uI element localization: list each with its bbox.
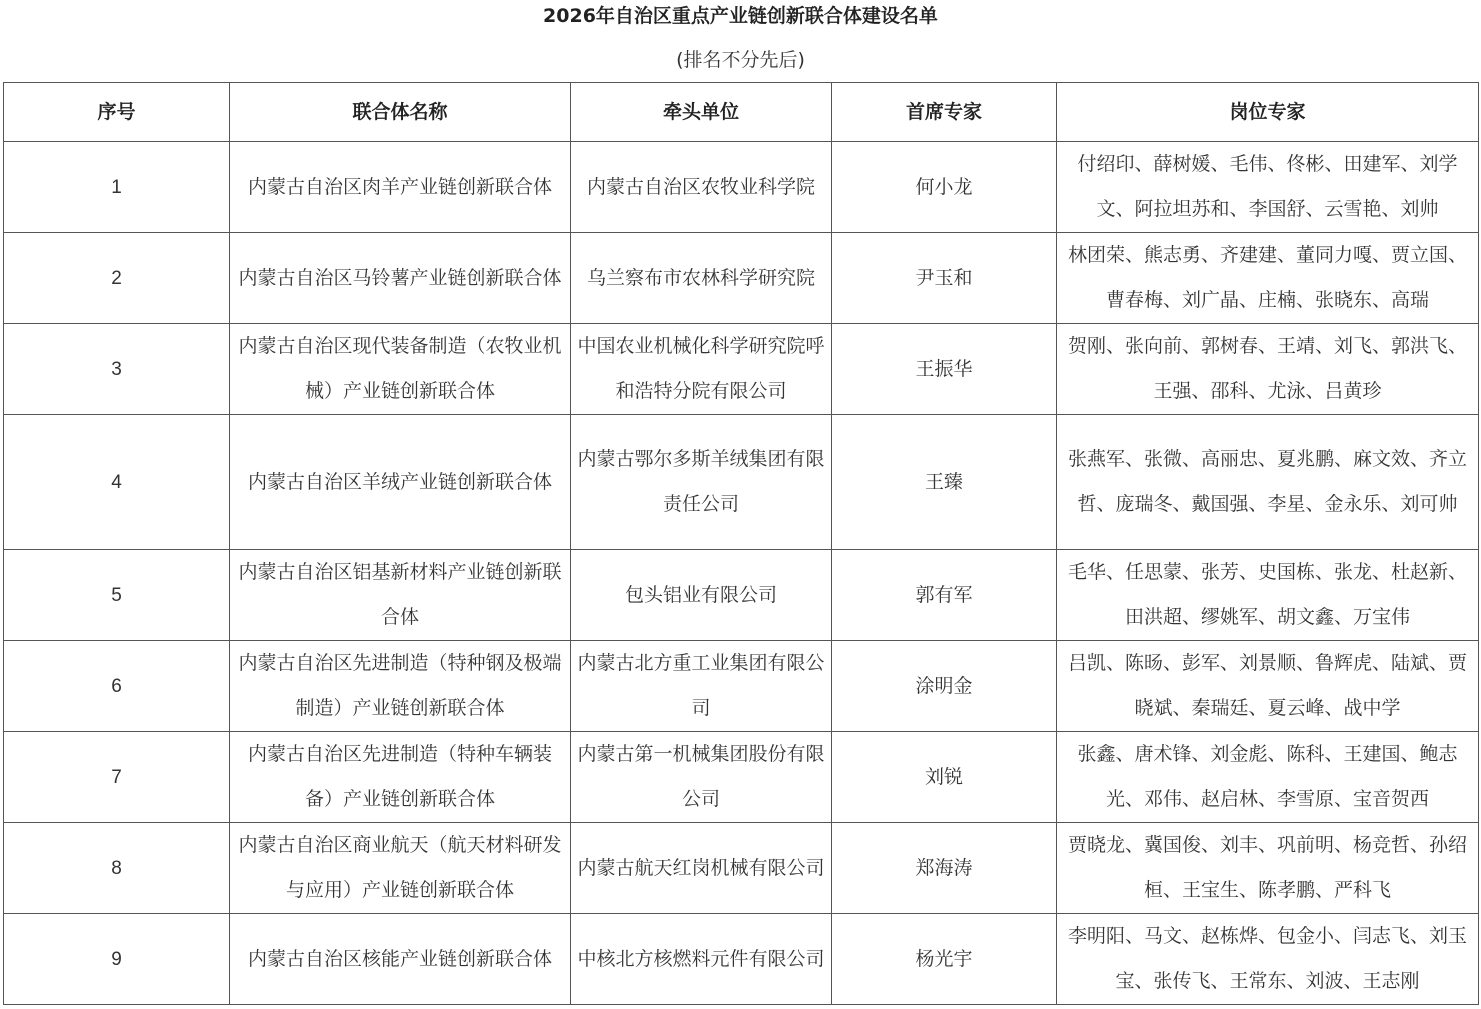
table-header-row	[4, 83, 1479, 142]
row-chief-expert: 何小龙	[832, 142, 1057, 233]
header-index: 序号	[4, 83, 230, 142]
row-chief-expert: 王臻	[832, 415, 1057, 550]
table-row	[4, 823, 1479, 914]
row-post-experts: 林团荣、熊志勇、齐建建、董同力嘎、贾立国、曹春梅、刘广晶、庄楠、张晓东、高瑞	[1057, 233, 1479, 324]
row-index: 1	[4, 142, 230, 233]
row-index: 5	[4, 550, 230, 641]
page-subtitle: (排名不分先后)	[676, 49, 805, 71]
header-chief-expert: 首席专家	[832, 83, 1057, 142]
row-name: 内蒙古自治区先进制造（特种车辆装备）产业链创新联合体	[230, 732, 571, 823]
row-chief-expert: 郭有军	[832, 550, 1057, 641]
row-name: 内蒙古自治区马铃薯产业链创新联合体	[230, 233, 571, 324]
table-row	[4, 550, 1479, 641]
row-post-experts: 付绍印、薛树媛、毛伟、佟彬、田建军、刘学文、阿拉坦苏和、李国舒、云雪艳、刘帅	[1057, 142, 1479, 233]
row-lead-unit: 中核北方核燃料元件有限公司	[571, 914, 832, 1005]
header-lead-unit: 牵头单位	[571, 83, 832, 142]
header-post-experts: 岗位专家	[1057, 83, 1479, 142]
row-post-experts: 吕凯、陈旸、彭军、刘景顺、鲁辉虎、陆斌、贾晓斌、秦瑞廷、夏云峰、战中学	[1057, 641, 1479, 732]
table-row	[4, 641, 1479, 732]
row-lead-unit: 内蒙古北方重工业集团有限公司	[571, 641, 832, 732]
row-index: 7	[4, 732, 230, 823]
row-lead-unit: 内蒙古鄂尔多斯羊绒集团有限责任公司	[571, 415, 832, 550]
row-chief-expert: 涂明金	[832, 641, 1057, 732]
row-name: 内蒙古自治区肉羊产业链创新联合体	[230, 142, 571, 233]
row-index: 9	[4, 914, 230, 1005]
row-index: 6	[4, 641, 230, 732]
row-name: 内蒙古自治区羊绒产业链创新联合体	[230, 415, 571, 550]
row-name: 内蒙古自治区核能产业链创新联合体	[230, 914, 571, 1005]
row-name: 内蒙古自治区铝基新材料产业链创新联合体	[230, 550, 571, 641]
row-chief-expert: 刘锐	[832, 732, 1057, 823]
row-post-experts: 贺刚、张向前、郭树春、王靖、刘飞、郭洪飞、王强、邵科、尤泳、吕黄珍	[1057, 324, 1479, 415]
row-index: 2	[4, 233, 230, 324]
row-name: 内蒙古自治区商业航天（航天材料研发与应用）产业链创新联合体	[230, 823, 571, 914]
table-row	[4, 732, 1479, 823]
row-lead-unit: 内蒙古航天红岗机械有限公司	[571, 823, 832, 914]
row-index: 3	[4, 324, 230, 415]
row-chief-expert: 尹玉和	[832, 233, 1057, 324]
row-post-experts: 张燕军、张微、高丽忠、夏兆鹏、麻文效、齐立哲、庞瑞冬、戴国强、李星、金永乐、刘可帅	[1057, 415, 1479, 550]
row-lead-unit: 中国农业机械化科学研究院呼和浩特分院有限公司	[571, 324, 832, 415]
table-row	[4, 914, 1479, 1005]
row-lead-unit: 包头铝业有限公司	[571, 550, 832, 641]
row-chief-expert: 郑海涛	[832, 823, 1057, 914]
header-name: 联合体名称	[230, 83, 571, 142]
row-index: 8	[4, 823, 230, 914]
row-post-experts: 李明阳、马文、赵栋烨、包金小、闫志飞、刘玉宝、张传飞、王常东、刘波、王志刚	[1057, 914, 1479, 1005]
table-row	[4, 415, 1479, 550]
list-table	[3, 82, 1479, 1005]
row-name: 内蒙古自治区先进制造（特种钢及极端制造）产业链创新联合体	[230, 641, 571, 732]
table-row	[4, 233, 1479, 324]
row-lead-unit: 乌兰察布市农林科学研究院	[571, 233, 832, 324]
row-post-experts: 毛华、任思蒙、张芳、史国栋、张龙、杜赵新、田洪超、缪姚军、胡文鑫、万宝伟	[1057, 550, 1479, 641]
row-lead-unit: 内蒙古第一机械集团股份有限公司	[571, 732, 832, 823]
row-post-experts: 贾晓龙、冀国俊、刘丰、巩前明、杨竞哲、孙绍桓、王宝生、陈孝鹏、严科飞	[1057, 823, 1479, 914]
table-row	[4, 324, 1479, 415]
row-post-experts: 张鑫、唐术锋、刘金彪、陈科、王建国、鲍志光、邓伟、赵启林、李雪原、宝音贺西	[1057, 732, 1479, 823]
row-chief-expert: 杨光宇	[832, 914, 1057, 1005]
row-index: 4	[4, 415, 230, 550]
row-chief-expert: 王振华	[832, 324, 1057, 415]
page-title: 2026年自治区重点产业链创新联合体建设名单	[543, 5, 938, 27]
table-row	[4, 142, 1479, 233]
row-name: 内蒙古自治区现代装备制造（农牧业机械）产业链创新联合体	[230, 324, 571, 415]
row-lead-unit: 内蒙古自治区农牧业科学院	[571, 142, 832, 233]
